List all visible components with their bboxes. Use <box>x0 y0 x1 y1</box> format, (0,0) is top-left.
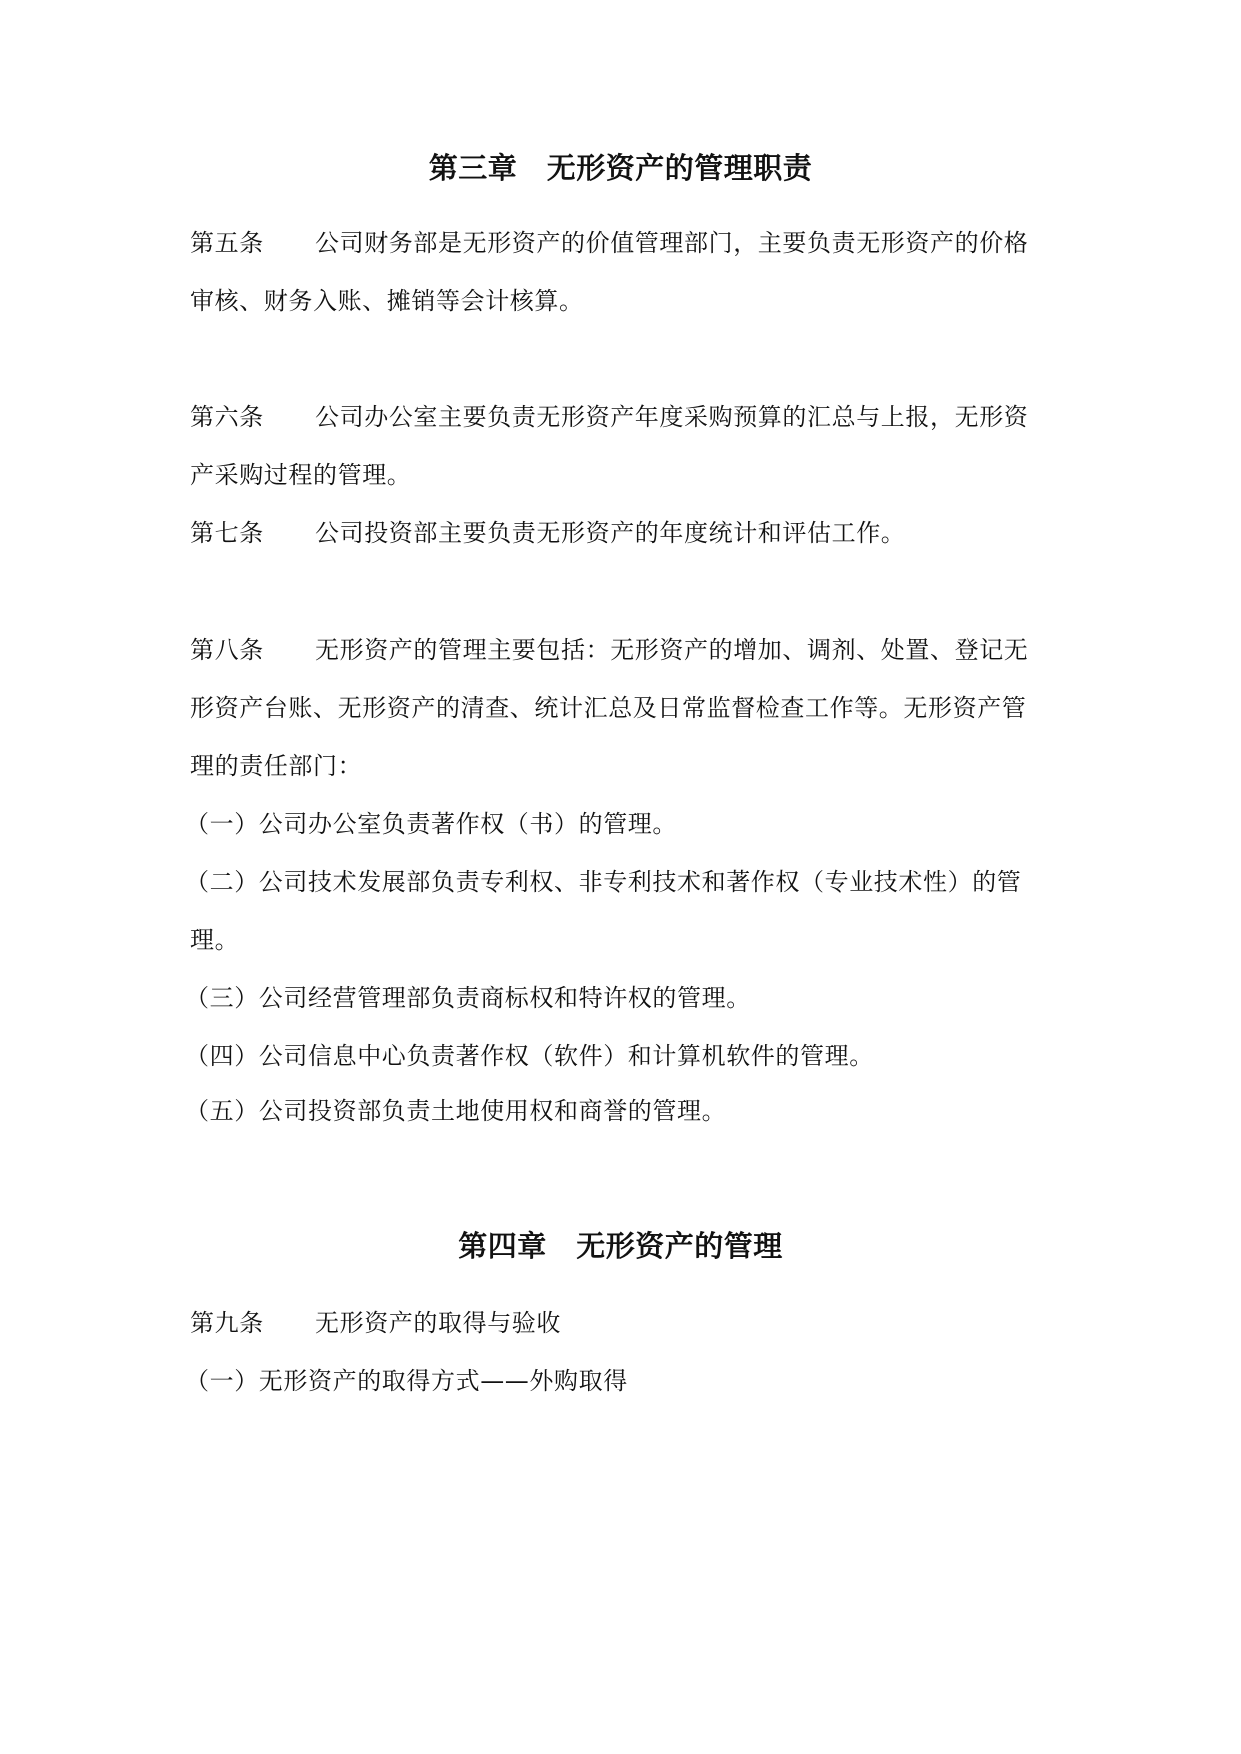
article-7-text-1: 公司投资部主要负责无形资产的年度统计和评估工作。 <box>315 519 906 547</box>
article-8-text-1: 无形资产的管理主要包括：无形资产的增加、调剂、处置、登记无 <box>315 636 1029 664</box>
list-item-3: （三）公司经营管理部负责商标权和特许权的管理。 <box>185 984 751 1012</box>
article-6-label: 第六条 <box>190 403 264 431</box>
list-item-2-line-1: （二）公司技术发展部负责专利权、非专利技术和著作权（专业技术性）的管 <box>185 868 1022 896</box>
article-8-line-2: 形资产台账、无形资产的清查、统计汇总及日常监督检查工作等。无形资产管 <box>190 694 1027 722</box>
article-8-label: 第八条 <box>190 636 264 664</box>
article-9-line-1 <box>190 1306 561 1340</box>
article-6-line-2: 产采购过程的管理。 <box>190 461 412 489</box>
article-5-label: 第五条 <box>190 229 264 257</box>
article-8-line-3: 理的责任部门： <box>190 752 363 780</box>
list-item-1: （一）公司办公室负责著作权（书）的管理。 <box>185 810 677 838</box>
article-9-text-1: 无形资产的取得与验收 <box>315 1309 561 1337</box>
article-6-line-1 <box>190 400 1028 434</box>
article-9-label: 第九条 <box>190 1309 264 1337</box>
chapter-3-title: 第三章 无形资产的管理职责 <box>428 151 813 185</box>
list-item-5: （五）公司投资部负责土地使用权和商誉的管理。 <box>185 1097 727 1125</box>
list-item-4: （四）公司信息中心负责著作权（软件）和计算机软件的管理。 <box>185 1042 874 1070</box>
chapter-4-title: 第四章 无形资产的管理 <box>458 1229 783 1263</box>
article-6-text-1: 公司办公室主要负责无形资产年度采购预算的汇总与上报，无形资 <box>315 403 1029 431</box>
article-7-line-1 <box>190 516 905 550</box>
article-5-text-1: 公司财务部是无形资产的价值管理部门，主要负责无形资产的价格 <box>315 229 1029 257</box>
list-item-2-line-2: 理。 <box>190 926 240 954</box>
article-5-line-2: 审核、财务入账、摊销等会计核算。 <box>190 287 584 315</box>
article-5-line-1 <box>190 226 1028 260</box>
chapter-4-list-item-1: （一）无形资产的取得方式——外购取得 <box>185 1367 628 1395</box>
article-8-line-1 <box>190 633 1028 667</box>
article-7-label: 第七条 <box>190 519 264 547</box>
